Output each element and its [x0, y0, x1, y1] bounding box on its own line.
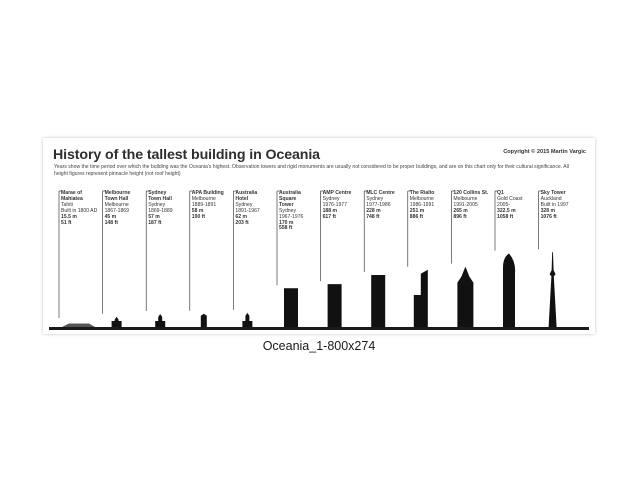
- building-label: [148, 191, 172, 226]
- building-silhouette: [284, 288, 298, 327]
- building-silhouettes: [43, 138, 595, 334]
- building-city: Gold Coast: [497, 195, 523, 202]
- building-city: Sydney: [235, 201, 253, 208]
- infographic: [43, 138, 595, 334]
- building-feet: 1058 ft: [497, 213, 514, 220]
- building-meters: 188 m: [322, 207, 338, 214]
- building-meters: 170 m: [279, 219, 294, 226]
- building-period: 2005-: [497, 201, 511, 208]
- copyright-notice: Copyright © 2015 Martin Vargic: [503, 149, 586, 155]
- building-city: Sydney: [279, 207, 296, 214]
- building-city: Melbourne: [104, 201, 129, 208]
- building-city: Sydney: [366, 195, 384, 202]
- building-label: [105, 191, 131, 226]
- building-feet: 203 ft: [235, 219, 249, 226]
- building-feet: 187 ft: [148, 219, 162, 226]
- building-name: Melbourne: [104, 190, 131, 196]
- building-name: Sky Tower: [540, 190, 566, 196]
- building-silhouette: [457, 267, 473, 327]
- building-name: Australia: [235, 190, 258, 196]
- building-meters: 58 m: [191, 207, 204, 214]
- building-meters: 251 m: [409, 207, 425, 214]
- building-name: Town Hall: [148, 195, 172, 202]
- building-name: Mahiatea: [61, 195, 83, 202]
- building-period: 1869-1889: [148, 207, 173, 214]
- building-period: 1967-1976: [279, 213, 304, 220]
- building-name: Tower: [279, 201, 294, 208]
- building-silhouette: [201, 314, 207, 327]
- building-label: [235, 191, 259, 226]
- building-meters: 45 m: [104, 213, 117, 220]
- building-label: [453, 191, 488, 221]
- building-name: AMP Centre: [322, 190, 352, 196]
- building-name: Town Hall: [104, 195, 129, 202]
- building-label: [279, 191, 303, 232]
- building-feet: 190 ft: [191, 213, 206, 220]
- building-silhouette: [242, 313, 252, 327]
- building-name: Marae of: [61, 190, 82, 196]
- building-city: Tahiti: [61, 201, 73, 208]
- building-period: Built in 1997: [540, 201, 569, 208]
- building-feet: 617 ft: [322, 213, 336, 220]
- building-feet: 748 ft: [366, 213, 380, 220]
- building-name: Hotel: [235, 195, 249, 202]
- building-name: Q1: [497, 190, 504, 196]
- building-label: [497, 191, 522, 221]
- building-feet: 886 ft: [409, 213, 424, 220]
- building-meters: 228 m: [366, 207, 381, 214]
- building-silhouette: [371, 275, 385, 327]
- building-silhouette: [328, 284, 342, 327]
- building-city: Melbourne: [191, 195, 216, 202]
- building-name: MLC Centre: [366, 190, 395, 196]
- slide-caption: Oceania_1-800x274: [262, 339, 376, 353]
- building-meters: 322.5 m: [497, 207, 516, 214]
- building-period: 1976-1977: [322, 201, 347, 208]
- building-city: Melbourne: [409, 195, 434, 202]
- building-period: 1977-1986: [366, 201, 391, 208]
- building-label: [192, 191, 224, 221]
- building-name: Square: [279, 195, 297, 202]
- building-period: 1891-1967: [235, 207, 260, 214]
- building-label: [366, 191, 395, 221]
- building-silhouette: [503, 253, 515, 327]
- building-period: 1991-2005: [453, 201, 478, 208]
- ground-line: [49, 327, 589, 330]
- building-city: Sydney: [148, 201, 166, 208]
- building-meters: 62 m: [235, 213, 248, 220]
- building-silhouette: [155, 314, 165, 327]
- building-label: [61, 191, 97, 226]
- building-name: 120 Collins St.: [453, 190, 489, 196]
- building-period: 1889-1891: [191, 201, 217, 208]
- building-meters: 265 m: [453, 207, 468, 214]
- building-label: [541, 191, 569, 221]
- building-silhouette: [62, 323, 95, 327]
- building-period: 1986-1991: [409, 201, 435, 208]
- building-name: APA Building: [191, 190, 224, 196]
- building-silhouette: [112, 317, 122, 327]
- building-city: Melbourne: [453, 195, 478, 202]
- building-silhouette: [414, 270, 428, 327]
- building-meters: 328 m: [540, 207, 556, 214]
- building-meters: 15.5 m: [61, 213, 77, 220]
- building-feet: 896 ft: [453, 213, 467, 220]
- building-feet: 148 ft: [104, 219, 118, 226]
- infographic-title: History of the tallest building in Oceania: [53, 147, 320, 163]
- building-city: Sydney: [322, 195, 340, 202]
- building-name: Sydney: [148, 190, 167, 196]
- building-silhouette: [549, 252, 557, 327]
- building-feet: 558 ft: [279, 225, 293, 232]
- building-meters: 57 m: [148, 213, 160, 220]
- building-period: Built in 1800 AD: [61, 207, 98, 214]
- building-feet: 51 ft: [61, 219, 72, 226]
- building-name: The Rialto: [409, 190, 435, 196]
- building-label: [323, 191, 352, 221]
- building-feet: 1076 ft: [540, 213, 557, 220]
- building-label: [410, 191, 435, 221]
- infographic-subtitle: Years show the time period over which the building was the Oceania's highest. Observation towers and rigid monuments are usually not considered to be proper buildings, and are on this chart only for their cultural significance. All height figures represent pinnacle height (not roof height): [54, 164, 569, 177]
- building-city: Auckland: [540, 195, 562, 202]
- building-name: Australia: [279, 190, 301, 196]
- building-period: 1867-1869: [104, 207, 129, 214]
